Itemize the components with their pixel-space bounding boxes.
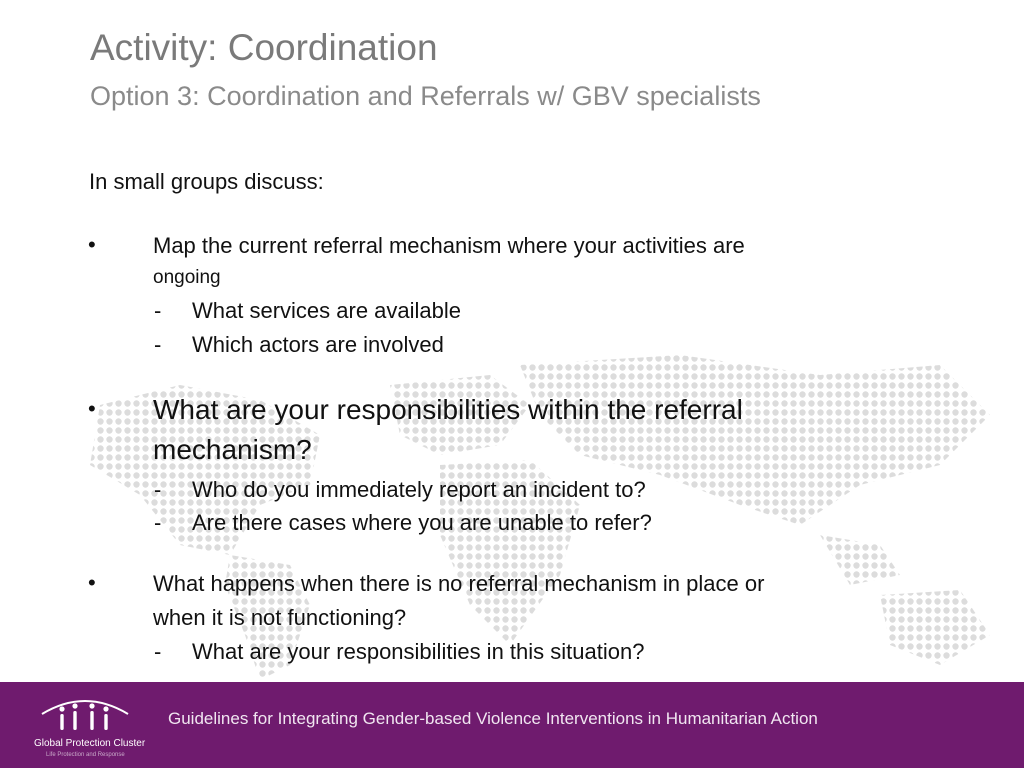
bullet-1-line-2: ongoing xyxy=(153,267,221,288)
logo-subtitle: Life Protection and Response xyxy=(46,752,125,758)
bullet-2-line-2: mechanism? xyxy=(153,434,312,465)
bullet-marker: • xyxy=(88,232,96,257)
slide-subtitle: Option 3: Coordination and Referrals w/ GBV specialists xyxy=(90,81,761,111)
slide-title: Activity: Coordination xyxy=(90,27,438,68)
bullet-1-line-1: Map the current referral mechanism where your activities are xyxy=(153,233,745,258)
bullet-3-sub-1: What are your responsibilities in this situation? xyxy=(192,639,645,664)
bullet-1-sub-1: What services are available xyxy=(192,298,462,323)
footer-bar xyxy=(0,682,1024,768)
bullet-2-sub-1: Who do you immediately report an incident to? xyxy=(192,477,646,502)
bullet-marker: • xyxy=(88,570,96,595)
bullet-3-line-2: when it is not functioning? xyxy=(153,605,407,630)
dash-marker: - xyxy=(154,639,162,664)
footer-text: Guidelines for Integrating Gender-based Violence Interventions in Humanitarian Action xyxy=(168,709,818,728)
bullet-2-line-1: What are your responsibilities within the referral xyxy=(153,394,743,425)
dash-marker: - xyxy=(154,298,162,323)
logo-label: Global Protection Cluster xyxy=(34,738,146,749)
dash-marker: - xyxy=(154,332,162,357)
bullet-marker: • xyxy=(88,396,96,421)
dash-marker: - xyxy=(154,510,162,535)
bullet-3-line-1: What happens when there is no referral mechanism in place or xyxy=(153,571,765,596)
bullet-1-sub-2: Which actors are involved xyxy=(192,332,444,357)
intro-text: In small groups discuss: xyxy=(89,169,324,194)
dash-marker: - xyxy=(154,477,162,502)
bullet-2-sub-2: Are there cases where you are unable to refer? xyxy=(192,510,652,535)
